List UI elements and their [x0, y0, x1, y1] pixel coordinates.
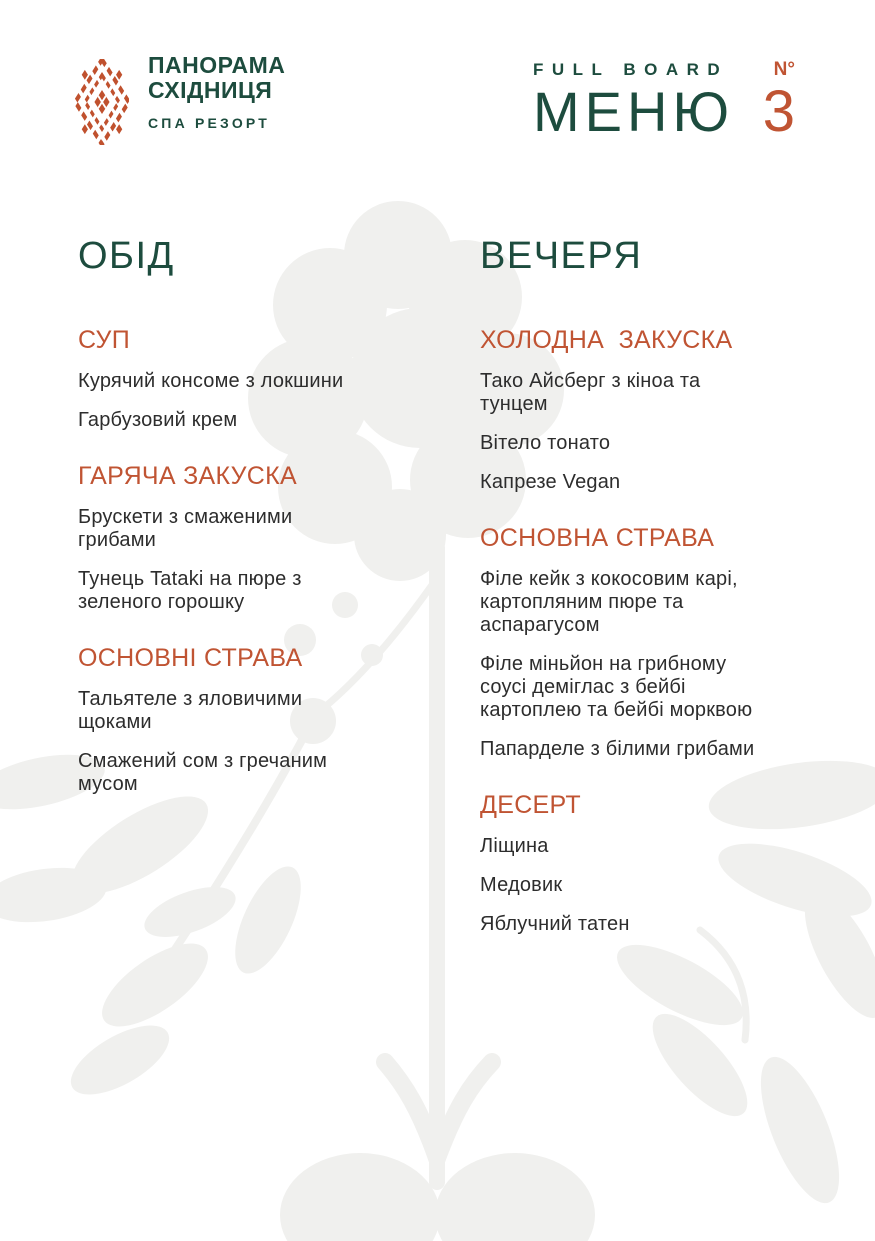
lunch-column [78, 236, 388, 826]
board-type-label: FULL BOARD [533, 60, 729, 79]
menu-section [78, 644, 388, 796]
menu-section [78, 462, 388, 614]
number-symbol: N° [773, 59, 795, 80]
menu-item: Філе кейк з кокосовим карі, картопляним пюре та аспарагусом [480, 568, 738, 636]
menu-item: Брускети з смаженими грибами [78, 506, 293, 551]
dinner-column [480, 236, 790, 966]
menu-item: Смажений сом з гречаним мусом [78, 750, 328, 795]
menu-item: Тальятеле з яловичими щоками [78, 688, 303, 733]
menu-section [480, 524, 790, 761]
menu-item: Гарбузовий крем [78, 409, 238, 431]
menu-item: Яблучний татен [480, 913, 630, 935]
menu-item: Філе міньйон на грибному соусі деміглас з бейбі картоплею та бейбі морквою [480, 653, 753, 721]
menu-title-block [533, 59, 795, 144]
menu-item: Вітело тонато [480, 432, 611, 454]
section-heading: ДЕСЕРТ [480, 791, 581, 819]
brand-name-line2: СХІДНИЦЯ [148, 77, 273, 103]
menu-item: Курячий консоме з локшини [78, 370, 344, 392]
section-heading: СУП [78, 326, 130, 354]
menu-item: Папарделе з білими грибами [480, 738, 755, 760]
menu-item: Капрезе Vegan [480, 471, 621, 493]
brand-name-line1: ПАНОРАМА [148, 52, 286, 78]
menu-section [78, 326, 388, 432]
menu-section [480, 326, 790, 494]
menu-number: 3 [762, 79, 795, 144]
section-heading: ГАРЯЧА ЗАКУСКА [78, 462, 297, 490]
menu-item: Медовик [480, 874, 563, 896]
menu-word: МЕНЮ [533, 80, 735, 143]
column-title: ОБІД [78, 235, 175, 277]
section-heading: ОСНОВНА СТРАВА [480, 524, 715, 552]
brand-logo [148, 53, 285, 131]
menu-item: Тако Айсберг з кіноа та тунцем [480, 370, 701, 415]
menu-item: Тунець Tataki на пюре з зеленого горошку [78, 568, 302, 613]
menu-section [480, 791, 790, 936]
menu-item: Ліщина [480, 835, 549, 857]
column-title: ВЕЧЕРЯ [480, 235, 643, 277]
vyshyvanka-diamond-ornament-icon [75, 59, 129, 145]
section-heading: ОСНОВНІ СТРАВА [78, 644, 303, 672]
brand-tagline: СПА РЕЗОРТ [148, 115, 271, 131]
section-heading: ХОЛОДНА ЗАКУСКА [480, 326, 733, 354]
